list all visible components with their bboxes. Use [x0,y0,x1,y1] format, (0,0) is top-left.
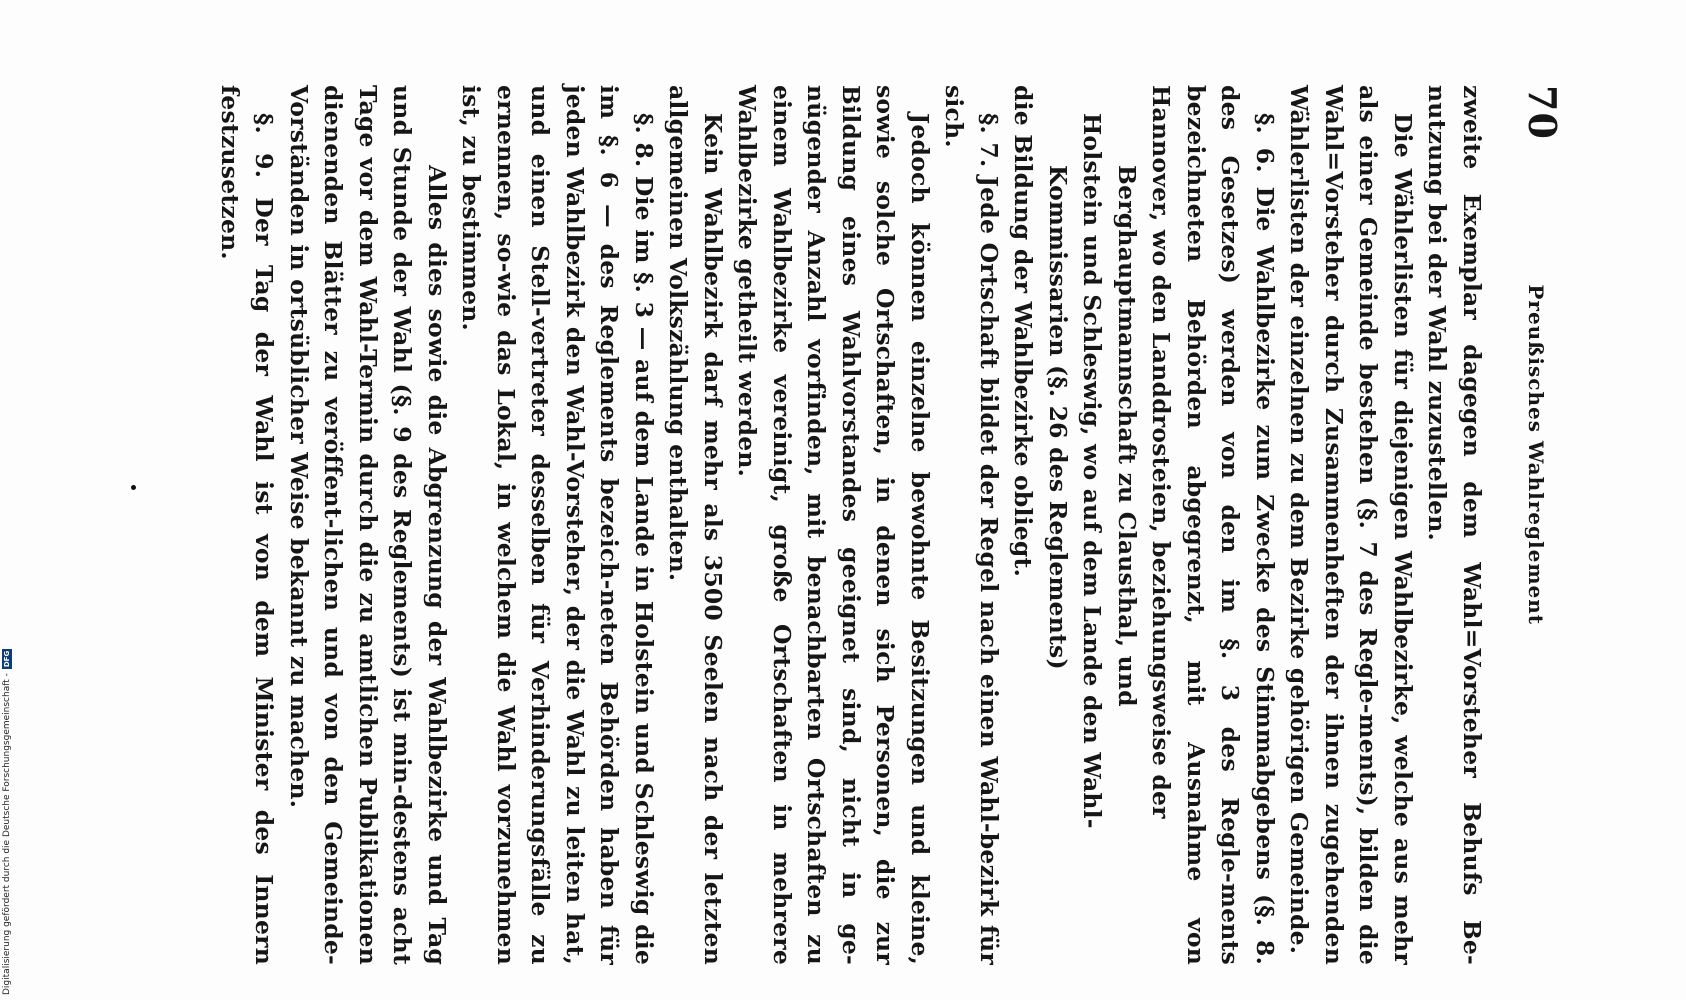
running-title: Preußisches Wahlreglement [1524,284,1548,625]
rotated-page [185,85,1565,965]
paragraph: §. 8. Die im §. 3 — auf dem Lande in Holstein und Schleswig die im §. 6 — des Reglements bezeich-neten Behörden haben für jeden Wahlbezirk den Wahl-Vorsteher, der die Wahl zu leiten hat, und einen Stell-vertreter desselben für Verhinderungsfälle zu ernennen, so-wie das Lokal, in welchem die Wahl vorzunehmen ist, zu bestimmen. [457,85,658,965]
paragraph: §. 9. Der Tag der Wahl ist von dem Minister des Innern festzusetzen. [216,85,279,965]
paragraph: Jedoch können einzelne bewohnte Besitzungen und kleine, sowie solche Ortschaften, in denen sich Personen, die zur Bildung eines Wahlvorstandes geeignet sind, nicht in ge-nügender Anzahl vorfinden, mit benachbarten Ortschaften zu einem Wahlbezirke vereinigt, große Ortschaften in mehrere Wahlbezirke getheilt werden. [733,85,934,965]
paragraph: §. 6. Die Wahlbezirke zum Zwecke des Stimmabgebens (§. 8. des Gesetzes) werden von den im §. 3 des Regle-ments bezeichneten Behörden abgegrenzt, mit Ausnahme von Hannover, wo den Landdrosteien, beziehungsweise der [1147,85,1279,965]
scan-speck [131,485,136,490]
page-header [1495,85,1565,965]
paragraph: die Bildung der Wahlbezirke obliegt. [1009,85,1038,577]
paragraph: Alles dies sowie die Abgrenzung der Wahlbezirke und Tag und Stunde der Wahl (§. 9 des Reglements) ist min-destens acht Tage vor dem Wahl-Termin durch die zu amtlichen Publikationen dienenden Blätter zu veröffent-lichen und von den Gemeinde-Vorständen in ortsüblicher Weise bekannt zu machen. [285,85,451,965]
paragraph: Berghauptmannschaft zu Clausthal, und [1113,165,1141,707]
paragraph: Kommissarien (§. 26 des Reglements) [1044,165,1072,670]
paragraph: §. 7. Jede Ortschaft bildet der Regel nach einen Wahl-bezirk für sich. [940,85,1003,965]
dfg-logo: DFG [3,650,11,668]
paragraph: zweite Exemplar dagegen dem Wahl=Vorsteher Behufs Be-nutzung bei der Wahl zuzustellen. [1423,85,1486,965]
digitization-credit [2,615,12,995]
page-number: 70 [1520,85,1565,140]
credit-text: Digitalisierung gefördert durch die Deutsche Forschungsgemeinschaft - [2,673,12,995]
body-text [213,85,1490,965]
paragraph: Holstein und Schleswig, wo auf dem Lande den Wahl- [1078,113,1107,829]
paragraph: Kein Wahlbezirk darf mehr als 3500 Seelen nach der letzten allgemeinen Volkszählung enthalten. [664,85,727,965]
paragraph: Die Wählerlisten für diejenigen Wahlbezirke, welche aus mehr als einer Gemeinde bestehen (§. 7 des Regle-ments), bilden die Wahl=Vorsteher durch Zusammenheften der ihnen zugehenden Wählerlisten der einzelnen zu dem Bezirke gehörigen Gemeinde. [1285,85,1417,965]
